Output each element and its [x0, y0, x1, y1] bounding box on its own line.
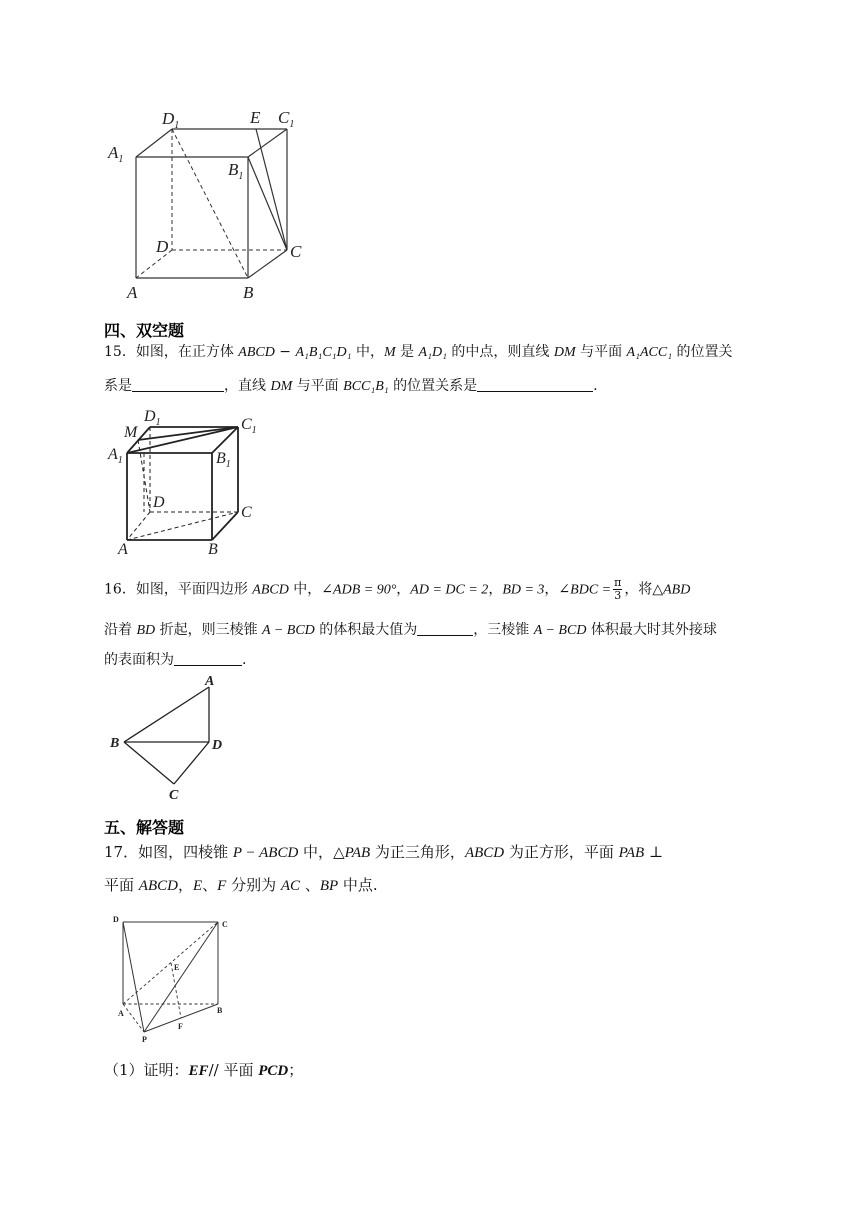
svg-text:A1: $A_1$ [108, 143, 124, 165]
label-a1: A [108, 143, 119, 162]
q17-line-1: 17．如图，四棱锥 P − ABCD 中，△PAB 为正三角形，ABCD 为正方形，平面 PAB ⊥ [104, 843, 664, 861]
quadrilateral-diagram [100, 672, 240, 802]
figure-quadrilateral [100, 672, 240, 802]
section-heading-solutions: 五、解答题 [104, 818, 185, 837]
label-e: E [250, 108, 261, 127]
label-c: C [290, 242, 302, 261]
label-m: M [124, 424, 138, 441]
figure-pyramid [108, 910, 238, 1050]
label-a: A [118, 541, 128, 558]
cube-e-diagram [100, 100, 320, 305]
q17-part-1: （1）证明：EF// 平面 PCD； [104, 1061, 304, 1079]
label-e: E [174, 963, 180, 972]
svg-text:D1: $D_1$ [144, 408, 161, 428]
label-d: D [212, 738, 223, 753]
svg-text:C1: $C_1$ [278, 108, 295, 130]
label-d1: D [144, 408, 156, 425]
q15-line-2: 系是 ，直线 DM 与平面 BCC₁B₁ 的位置关系是 . [104, 378, 598, 394]
label-a: A [118, 1009, 124, 1018]
label-c: C [222, 920, 228, 929]
label-b1: B [228, 160, 239, 179]
svg-text:A1: $A_1$ [108, 446, 123, 466]
label-d: D [153, 494, 165, 511]
cube-m-diagram [100, 405, 270, 560]
pyramid-diagram [108, 910, 238, 1050]
q16-line-1: 16．如图，平面四边形 ABCD 中，∠ADB = 90°，AD = DC = 2，BD = 3，∠BDC = $\frac{\pi}{3}$ ，将△ABD [104, 576, 691, 602]
label-b: B [217, 1006, 223, 1015]
svg-text:B1: $B_1$ [228, 160, 244, 182]
q16-line-3: 的表面积为 . [104, 652, 247, 668]
label-c: C [169, 788, 179, 803]
label-d: D [113, 915, 119, 924]
label-p: P [142, 1035, 147, 1044]
q15-number: 15． [104, 344, 136, 360]
label-b1: B [216, 450, 226, 467]
svg-text:D1: $D_1$ [162, 109, 180, 131]
label-a: A [205, 674, 215, 689]
label-b: B [243, 283, 254, 302]
answer-blank-2[interactable] [477, 377, 593, 392]
svg-text:B1: $B_1$ [216, 450, 231, 470]
q16-number: 16． [104, 581, 136, 598]
label-f: F [178, 1022, 183, 1031]
answer-blank-3[interactable] [417, 621, 473, 636]
label-b: B [110, 736, 120, 751]
figure-cube-e [100, 100, 320, 305]
label-c1: C [241, 416, 252, 433]
label-b: B [208, 541, 218, 558]
q17-line-2: 平面 ABCD，E、F 分别为 AC 、BP 中点. [104, 876, 378, 894]
q16-line-2: 沿着 BD 折起，则三棱锥 A − BCD 的体积最大值为 ，三棱锥 A − BCD 体积最大时其外接球 [104, 622, 717, 638]
label-d: D [156, 237, 169, 256]
section-heading-double-blank: 四、双空题 [104, 321, 185, 340]
q15-line-1: 15．如图，在正方体 ABCD − A₁B₁C₁D₁ 中，M 是 A₁D₁ 的中点，则直线 DM 与平面 A₁ACC₁ 的位置关 [104, 344, 733, 360]
label-a: A [127, 283, 138, 302]
label-c: C [241, 504, 252, 521]
svg-text:C1: $C_1$ [241, 416, 257, 436]
figure-cube-m [100, 405, 270, 560]
label-d1: D [162, 109, 175, 128]
label-a1: A [108, 446, 118, 463]
label-c1: C [278, 108, 290, 127]
q17-number: 17． [104, 843, 139, 861]
answer-blank-4[interactable] [174, 651, 242, 666]
answer-blank-1[interactable] [132, 377, 224, 392]
